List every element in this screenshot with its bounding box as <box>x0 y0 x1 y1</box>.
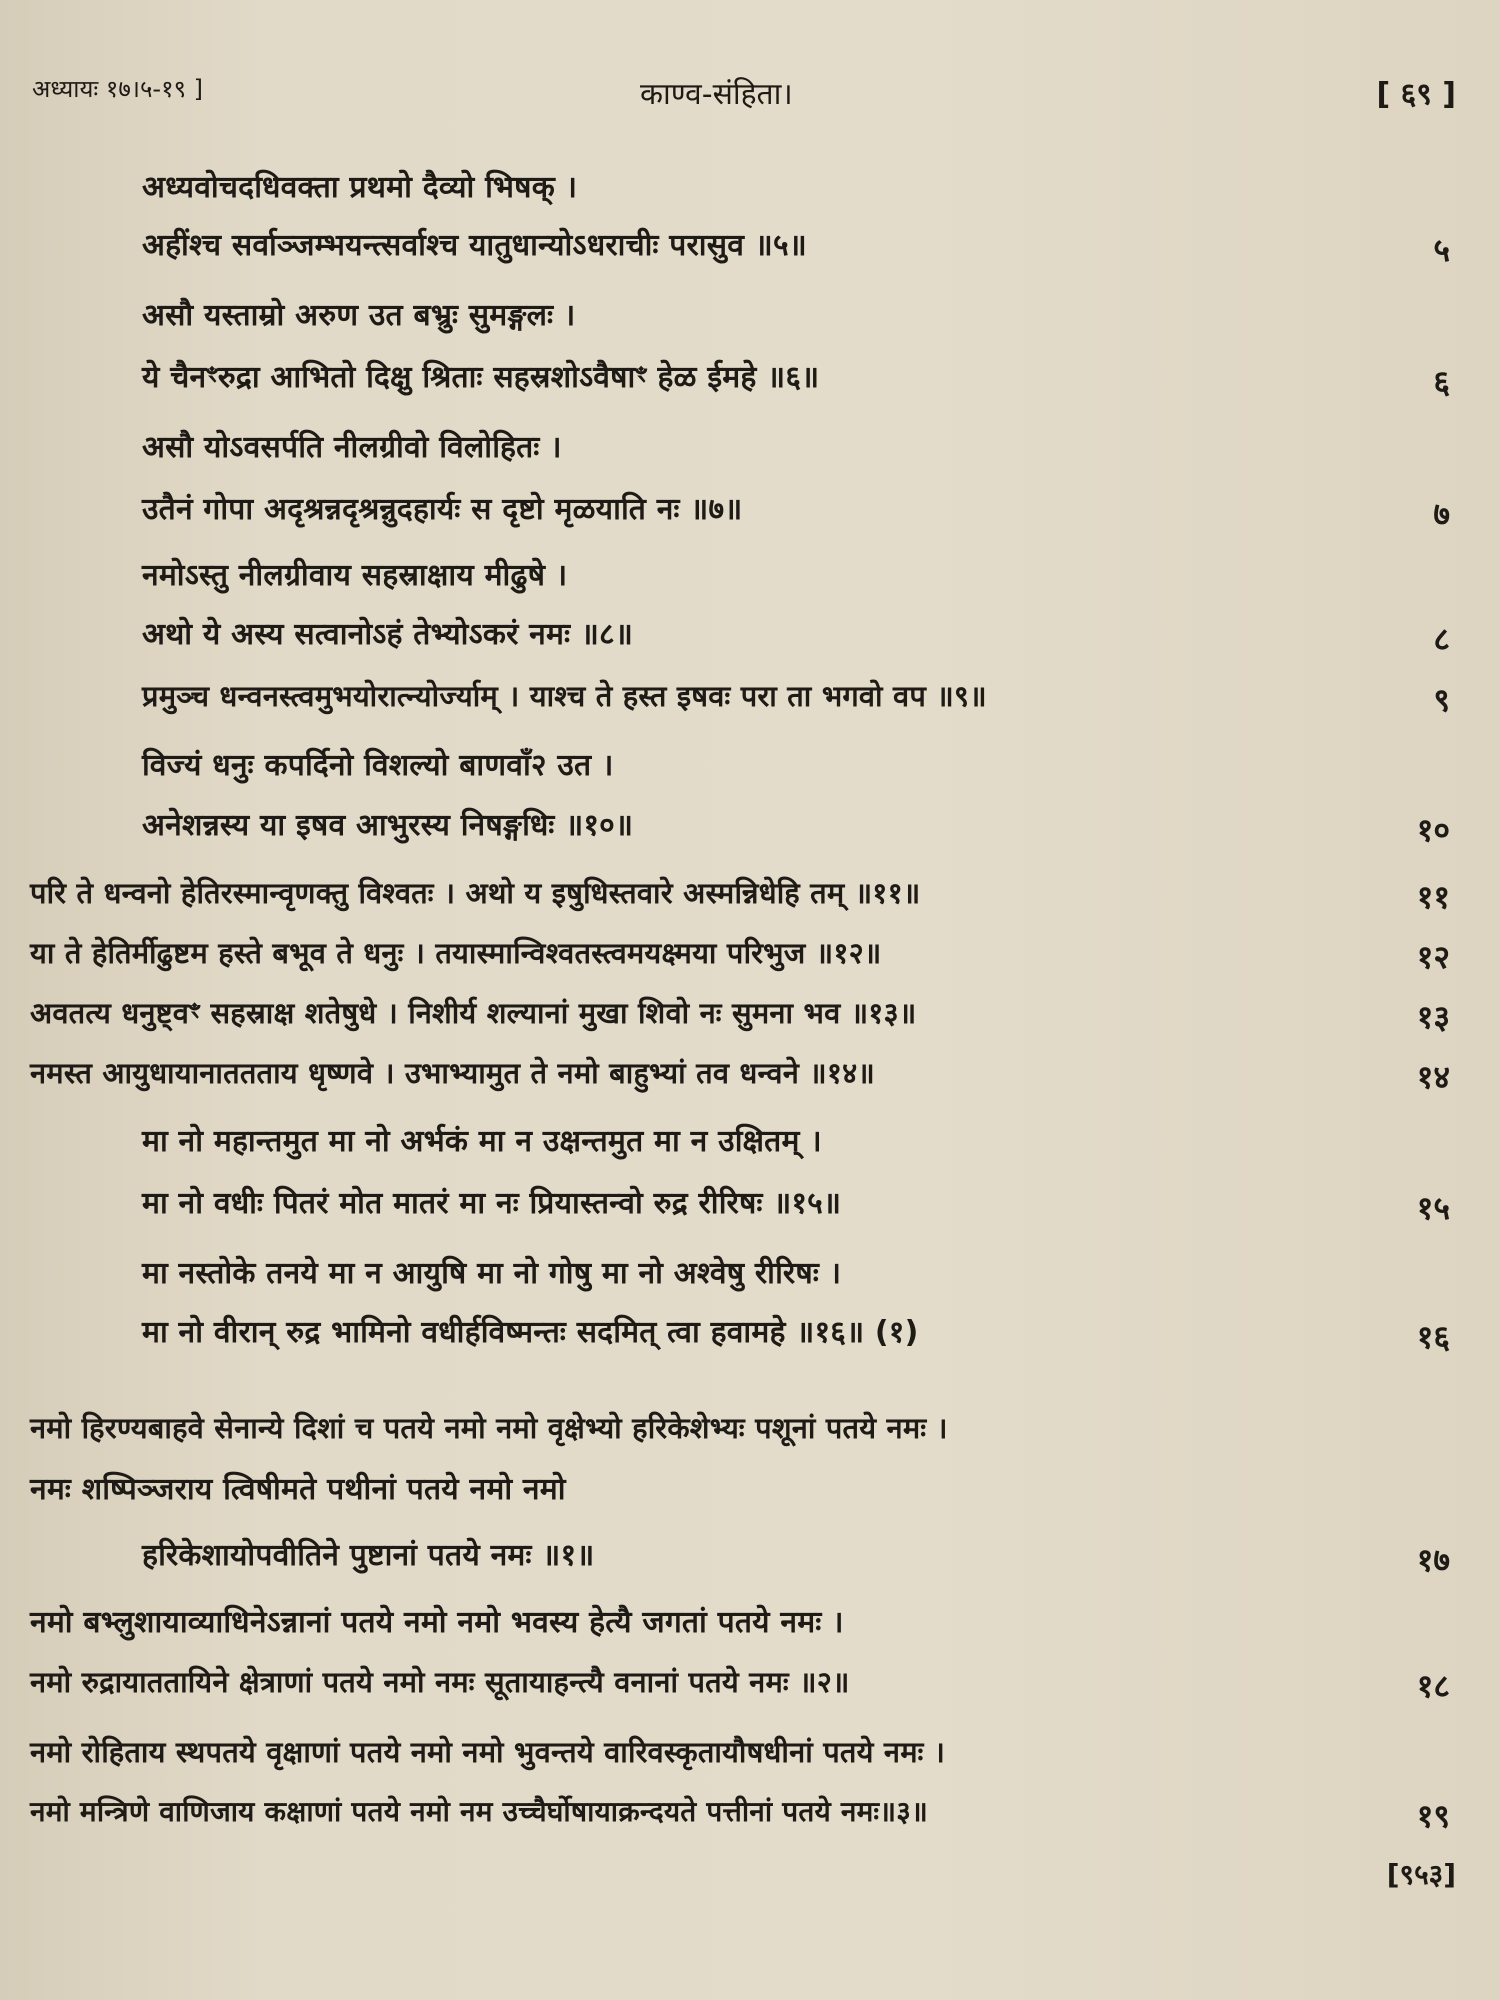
verse-line: नमो रुद्रायाततायिने क्षेत्राणां पतये नमो नमः सूतायाहन्त्यै वनानां पतये नमः ॥२॥ <box>30 1665 850 1699</box>
page-number: [ ६९ ] <box>1376 77 1456 112</box>
verse-number: १० <box>1416 811 1450 849</box>
verse-line: मा नो वधीः पितरं मोत मातरं मा नः प्रियास्तन्वो रुद्र रीरिषः ॥१५॥ <box>142 1186 842 1221</box>
running-title: काण्व-संहिता। <box>640 77 793 112</box>
verse-number: १६ <box>1416 1318 1450 1356</box>
verse-line: नमोऽस्तु नीलग्रीवाय सहस्राक्षाय मीढुषे । <box>142 558 568 593</box>
verse-line: नमो मन्त्रिणे वाणिजाय कक्षाणां पतये नमो नम उच्चैर्घोषायाक्रन्दयते पत्तीनां पतये नमः॥३॥ <box>30 1795 928 1828</box>
verse-number: १८ <box>1416 1667 1450 1705</box>
verse-line: ये चैनꣳरुद्रा आभितो दिक्षु श्रिताः सहस्रशोऽवैषाꣳ हेळ ईमहे ॥६॥ <box>142 360 820 395</box>
verse-number: १३ <box>1416 998 1450 1036</box>
verse-line: अध्यवोचदधिवक्ता प्रथमो दैव्यो भिषक् । <box>142 170 578 205</box>
verse-line: नमो हिरण्यबाहवे सेनान्ये दिशां च पतये नमो नमो वृक्षेभ्यो हरिकेशेभ्यः पशूनां पतये नमः । <box>30 1411 948 1445</box>
verse-line: मा नस्तोके तनये मा न आयुषि मा नो गोषु मा नो अश्वेषु रीरिषः । <box>142 1256 842 1291</box>
verse-line: परि ते धन्वनो हेतिरस्मान्वृणक्तु विश्वतः । अथो य इषुधिस्तवारे अस्मन्निधेहि तम् ॥११॥ <box>30 876 921 910</box>
verse-line: मा नो वीरान् रुद्र भामिनो वधीर्हविष्मन्तः सदमित् त्वा हवामहे ॥१६॥ (१) <box>142 1315 919 1350</box>
verse-line: नमस्त आयुधायानाततताय धृष्णवे । उभाभ्यामुत ते नमो बाहुभ्यां तव धन्वने ॥१४॥ <box>30 1056 876 1090</box>
verse-number: १९ <box>1416 1797 1450 1835</box>
verse-number: १४ <box>1416 1058 1450 1096</box>
verse-number: ६ <box>1433 363 1450 401</box>
verse-number: ५ <box>1433 231 1450 269</box>
verse-number: १२ <box>1416 938 1450 976</box>
verse-line: नमः शष्पिञ्जराय त्विषीमते पथीनां पतये नमो नमो <box>30 1472 566 1507</box>
verse-number: ७ <box>1433 495 1450 533</box>
verse-number: १५ <box>1416 1189 1450 1227</box>
verse-number: १७ <box>1416 1541 1450 1579</box>
footer-page-reference: [९५३] <box>1386 1858 1456 1891</box>
verse-line: उतैनं गोपा अदृश्रन्नदृश्रन्नुदहार्यः स दृष्टो मृळयाति नः ॥७॥ <box>142 492 743 527</box>
verse-line: या ते हेतिर्मीढुष्टम हस्ते बभूव ते धनुः । तयास्मान्विश्वतस्त्वमयक्ष्मया परिभुज ॥१२॥ <box>30 936 882 970</box>
verse-line: अनेशन्नस्य या इषव आभुरस्य निषङ्गधिः ॥१०॥ <box>142 808 634 843</box>
verse-number: ११ <box>1416 878 1450 916</box>
verse-line: नमो रोहिताय स्थपतये वृक्षाणां पतये नमो नमो भुवन्तये वारिवस्कृतायौषधीनां पतये नमः । <box>30 1735 946 1769</box>
verse-line: विज्यं धनुः कपर्दिनो विशल्यो बाणवाँ२ उत । <box>142 748 614 783</box>
verse-line: असौ योऽवसर्पति नीलग्रीवो विलोहितः । <box>142 430 562 465</box>
verse-line: मा नो महान्तमुत मा नो अर्भकं मा न उक्षन्तमुत मा न उक्षितम् । <box>142 1124 822 1159</box>
verse-line: नमो बभ्लुशायाव्याधिनेऽन्नानां पतये नमो नमो भवस्य हेत्यै जगतां पतये नमः । <box>30 1605 844 1640</box>
verse-line: प्रमुञ्च धन्वनस्त्वमुभयोरात्न्योर्ज्याम् । याश्च ते हस्त इषवः परा ता भगवो वप ॥९॥ <box>142 679 987 713</box>
verse-line: अथो ये अस्य सत्वानोऽहं तेभ्योऽकरं नमः ॥८॥ <box>142 617 634 652</box>
verse-line: असौ यस्ताम्रो अरुण उत बभ्रुः सुमङ्गलः । <box>142 298 576 333</box>
verse-line: हरिकेशायोपवीतिने पुष्टानां पतये नमः ॥१॥ <box>142 1538 595 1573</box>
verse-number: ९ <box>1433 681 1450 719</box>
verse-number: ८ <box>1433 620 1450 658</box>
verse-line: अवतत्य धनुष्ट्वꣳ सहस्राक्ष शतेषुधे । निशीर्य शल्यानां मुखा शिवो नः सुमना भव ॥१३॥ <box>30 996 917 1030</box>
chapter-reference: अध्यायः १७।५-१९ ] <box>32 75 204 103</box>
verse-line: अहींश्च सर्वाञ्जम्भयन्त्सर्वाश्च यातुधान्योऽधराचीः परासुव ॥५॥ <box>142 228 807 263</box>
